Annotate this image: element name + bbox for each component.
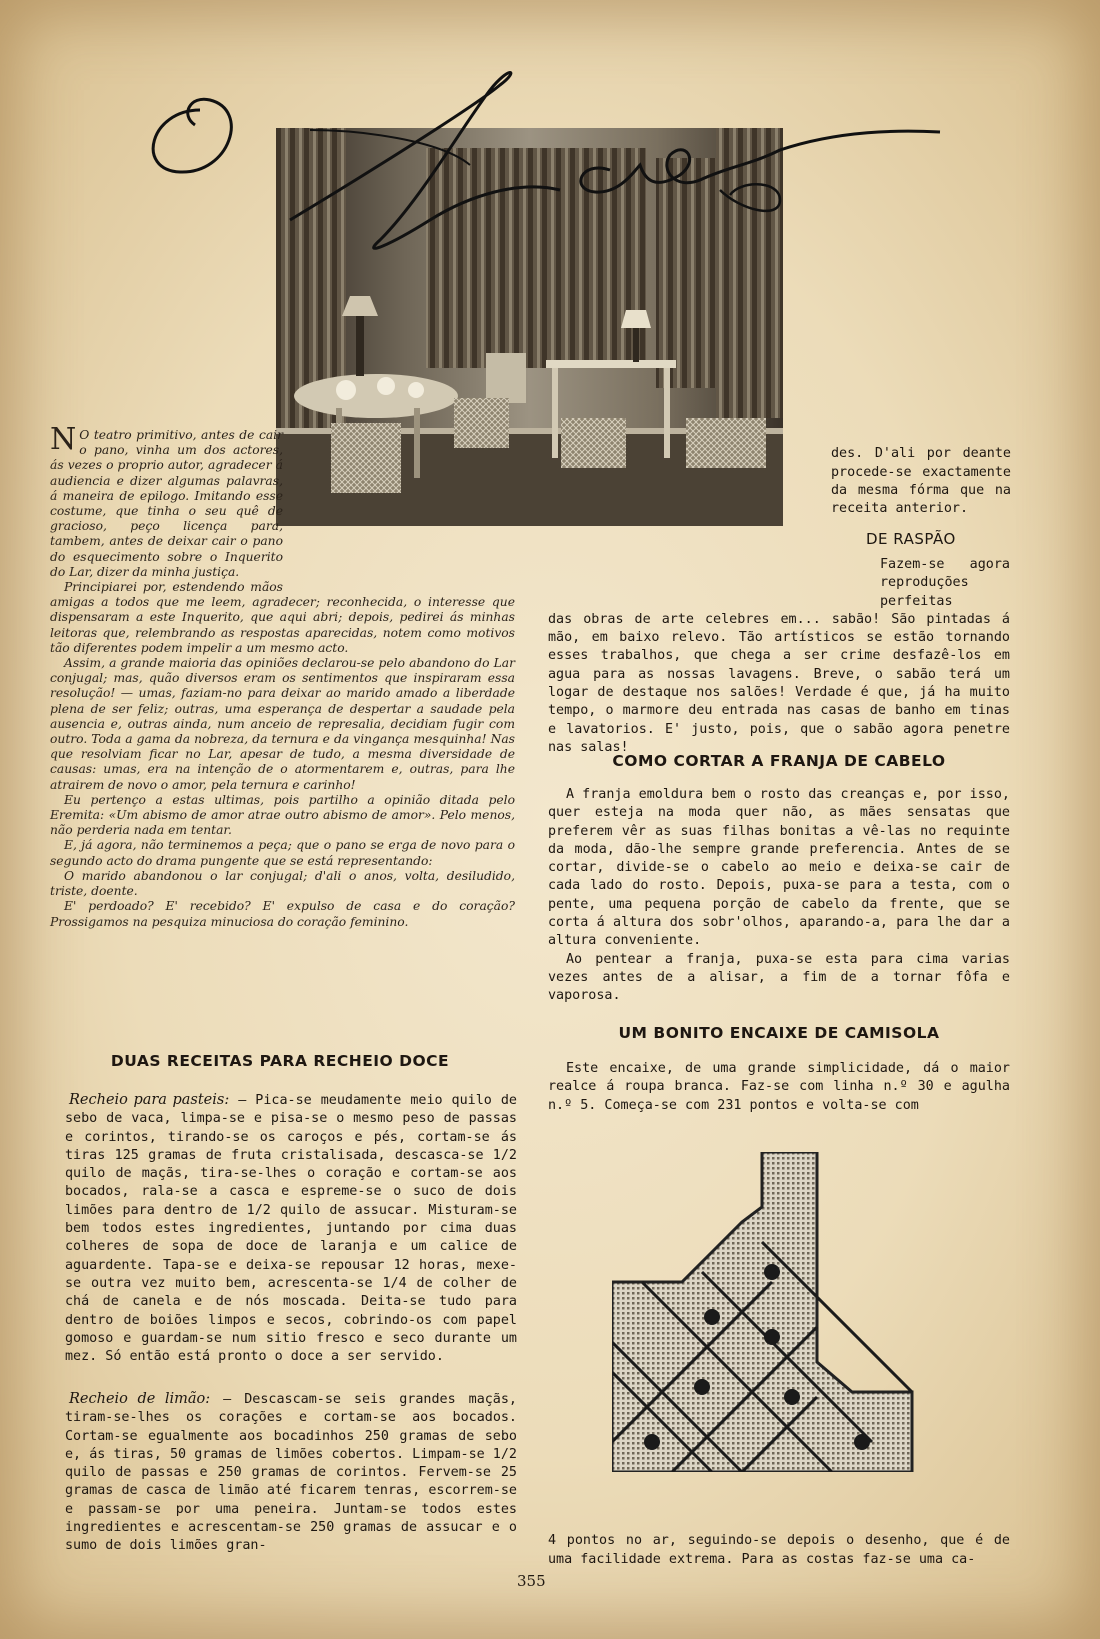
intro-paragraph-7: E' perdoado? E' recebido? E' expulso de casa e do coração? Prossigamos na pesquiza minuciosa do coração feminino.	[50, 899, 515, 929]
intro-paragraph-2: Principiarei por, estendendo mãos amigas a todos que me leem, agradecer; reconhecida, o interesse que dispensaram a este Inquerito, que aqui abri; depois, pedirei ás minhas leitoras que, relembrando as respostas aparecidas, notem como motivos tão diferentes podem impelir a um mesmo acto.	[50, 580, 515, 655]
franja-heading: COMO CORTAR A FRANJA DE CABELO	[612, 752, 946, 770]
page-number: 355	[517, 1572, 546, 1590]
intro-paragraph-3: Assim, a grande maioria das opiniões declarou-se pelo abandono do Lar conjugal; mas, quão diversos eram os sentimentos que inspiraram essa resolução! — umas, faziam-no para deixar ao marido amado a liberdade plena de ser feliz; outras, uma esperança de despertar a saudade pela ausencia e, outras ainda, num anceio de represalia, decidiam fugir com outro. Toda a gama da nobreza, da ternura e da vingança mesquinha! Nas que resolviam ficar no Lar, apesar de tudo, a mesma diversidade de causas: umas, era na intenção de o atormentarem e, outras, para lhe atrairem de novo o amor, pela ternura e carinho!	[50, 656, 515, 792]
raspao-heading: DE RASPÃO	[866, 530, 956, 548]
recipe-continuation: des. D'ali por deante procede-se exactamente da mesma fórma que na receita anterior.	[831, 446, 1011, 517]
lace-pattern-illustration	[612, 1152, 922, 1472]
drop-cap: N	[50, 422, 77, 457]
camisola-paragraph-1: Este encaixe, de uma grande simplicidade, dá o maior realce á roupa branca. Faz-se com linha n.º 30 e agulha n.º 5. Começa-se com 231 pontos e volta-se com	[548, 1061, 1010, 1113]
raspao-text-start: Fazem-se agora reproduções perfeitas	[880, 557, 1010, 609]
recipes-heading: DUAS RECEITAS PARA RECHEIO DOCE	[110, 1052, 450, 1070]
raspao-section	[548, 556, 1010, 757]
franja-paragraph-1: A franja emoldura bem o rosto das creanças e, por isso, quer esteja na moda quer não, as mães sensatas que preferem vêr as suas filhas bonitas a vê-las no requinte da moda, dão-lhe sempre grande preferencia. Antes de se cortar, divide-se o cabelo ao meio e deixa-se cair de cada lado do rosto. Depois, puxa-se para a testa, com o pente, uma pequena porção de cabelo da frente, que se corta á altura dos sobr'olhos, aparando-a, para lhe dar a altura conveniente.	[548, 787, 1010, 949]
intro-essay	[50, 422, 515, 930]
franja-paragraph-2: Ao pentear a franja, puxa-se esta para cima varias vezes antes de a alisar, a fim de a tornar fôfa e vaporosa.	[548, 951, 1010, 1004]
intro-paragraph-6: O marido abandonou o lar conjugal; d'ali o anos, volta, desiludido, triste, doente.	[50, 868, 515, 899]
recipe-limao: Recheio de limão: — Descascam-se seis grandes maçãs, tiram-se-lhes os corações e cortam-se aos bocados. Cortam-se egualmente aos bocadinhos 250 gramas de sebo e, ás tiras, 50 gramas de limões cobertos. Limpam-se 1/2 quilo de passas e 250 gramas de corintos. Fervem-se 25 gramas de casca de limão até ficarem tenras, escorrem-se e passam-se por uma peneira. Juntam-se todos estes ingredientes e acrescentam-se 250 gramas de assucar e o sumo de dois limões gran-	[65, 1391, 517, 1554]
recipe-pasteis: Recheio para pasteis: — Pica-se meudamente meio quilo de sebo de vaca, limpa-se e pisa-se o mesmo peso de passas e corintos, tirando-se os caroços e pés, cortam-se ás tiras 125 gramas de fruta cristalisada, descasca-se 1/2 quilo de maçãs, tira-se-lhes o coração e cortam-se aos bocados, rala-se a casca e espreme-se o suco de dois limões para dentro de 1/2 quilo de assucar. Misturam-se bem todos estes ingredientes, juntando por cima duas colheres de sopa de doce de laranja e um calice de aguardente. Tapa-se e deixa-se repousar 12 horas, mexe-se outra vez muito bem, acrescenta-se 1/4 de colher de chá de canela e de nós moscada. Deita-se tudo para dentro de boiões limpos e secos, cobrindo-os com papel gomoso e guardam-se num sitio fresco e seco durante um mez. Só então está pronto o doce a ser servido.	[65, 1092, 517, 1365]
raspao-text: das obras de arte celebres em... sabão! São pintadas á mão, em baixo relevo. Tão artísticos se estão tornando esses trabalhos, que chega a ser crime desfazê-los em agua para as nossas lavagens. Breve, o sabão terá um logar de destaque nos salões! Verdade é que, já ha muito tempo, o marmore deu entrada nas casas de banho em tinas e lavatorios. E' justo, pois, que o sabão agora penetre nas salas!	[548, 611, 1010, 755]
franja-section	[548, 786, 1010, 1006]
intro-paragraph-1: N O teatro primitivo, antes de cair o pano, vinha um dos actores, ás vezes o proprio autor, agradecer á audiencia e dizer algumas palavras, á maneira de epilogo. Imitando esse costume, que tinha o seu quê de gracioso, peço licença para, tambem, antes de deixar cair o pano do esquecimento sobre o Inquerito do Lar, dizer da minha justiça.	[50, 422, 283, 579]
camisola-section	[548, 1060, 1010, 1115]
intro-paragraph-4: Eu pertenço a estas ultimas, pois partilho a opinião ditada pelo Eremita: «Um abismo de amor atrae outro abismo de amor». Pelo menos, não perderia nada em tentar.	[50, 792, 515, 838]
camisola-paragraph-2: 4 pontos no ar, seguindo-se depois o desenho, que é de uma facilidade extrema. Para as costas faz-se uma ca-	[548, 1533, 1010, 1567]
camisola-heading: UM BONITO ENCAIXE DE CAMISOLA	[618, 1024, 940, 1042]
script-title	[140, 70, 950, 260]
intro-paragraph-5: E, já agora, não terminemos a peça; que o pano se erga de novo para o segundo acto do drama pungente que se está representando:	[50, 838, 515, 868]
